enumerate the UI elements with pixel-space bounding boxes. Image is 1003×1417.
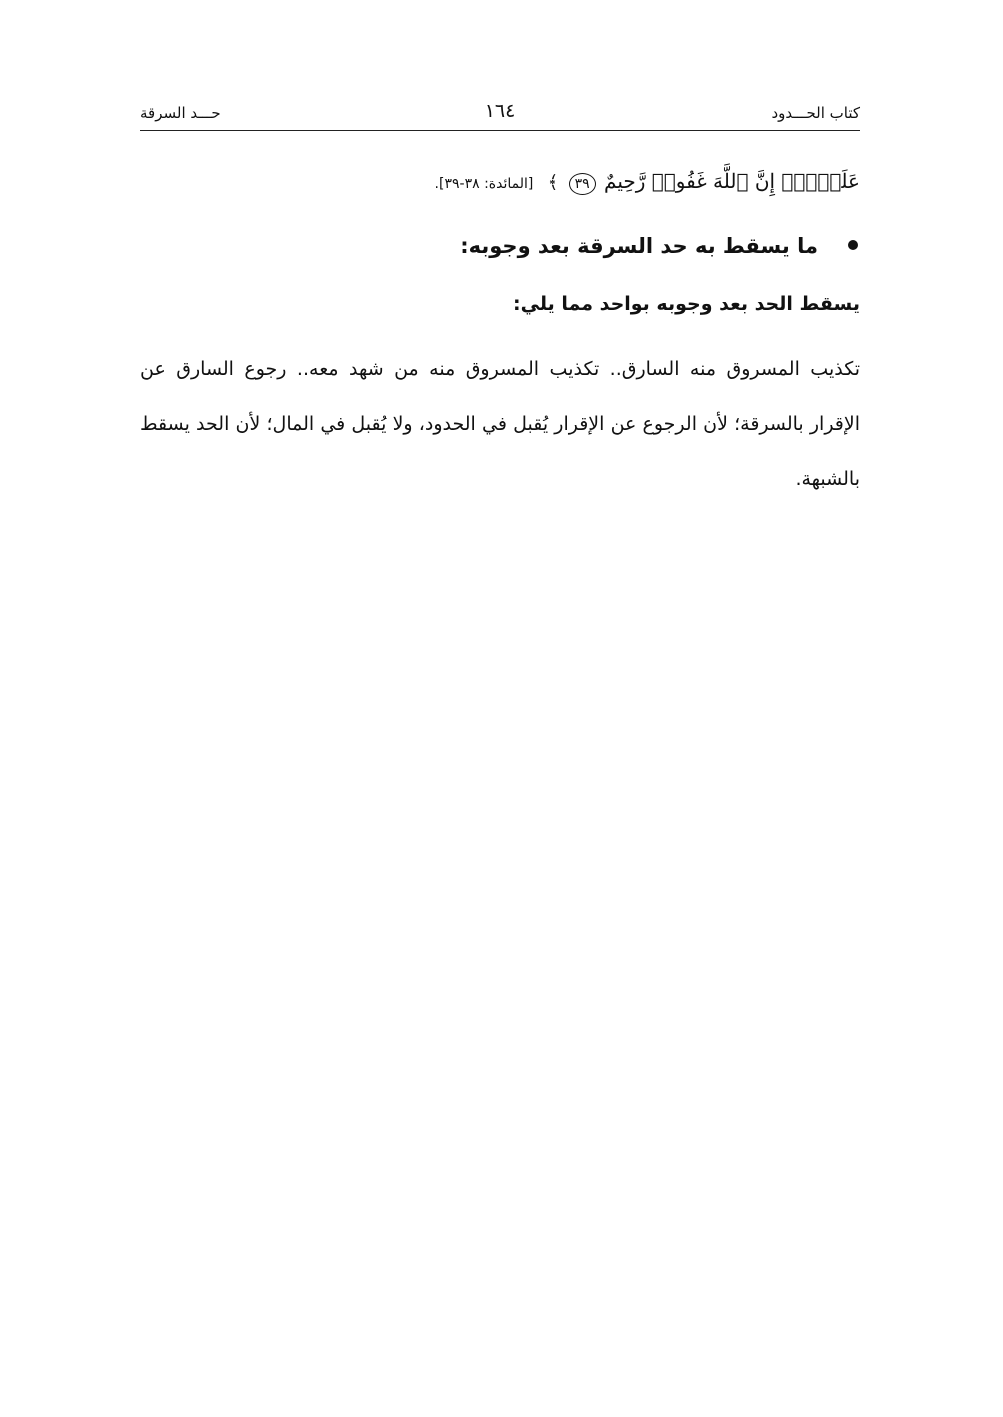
ayah-number-badge: ٣٩ — [569, 173, 596, 195]
chapter-title: حـــد السرقة — [140, 104, 221, 122]
page-content — [140, 158, 860, 507]
verse-text: عَلَيۡهِۚ إِنَّ ٱللَّهَ غَفُورٞ رَّحِيمٌ — [604, 169, 860, 193]
verse-reference: [المائدة: ٣٨-٣٩]. — [434, 176, 534, 192]
quran-verse-line — [140, 158, 860, 204]
section-heading — [140, 226, 860, 266]
section-heading-text: ما يسقط به حد السرقة بعد وجوبه: — [460, 234, 818, 258]
body-paragraph: تكذيب المسروق منه السارق.. تكذيب المسروق منه من شهد معه.. رجوع السارق عن الإقرار بالسرقة؛ لأن الرجوع عن الإقرار يُقبل في الحدود، ولا يُقبل في المال؛ لأن الحد يسقط بالشبهة. — [140, 358, 860, 490]
book-title: كتاب الحـــدود — [771, 104, 860, 122]
page-number: ١٦٤ — [484, 100, 516, 122]
bullet-icon — [848, 240, 858, 250]
section-subheading: يسقط الحد بعد وجوبه بواحد مما يلي: — [513, 293, 860, 315]
page-header — [140, 100, 860, 131]
verse-closing-ornament: ﴾ — [547, 172, 559, 193]
